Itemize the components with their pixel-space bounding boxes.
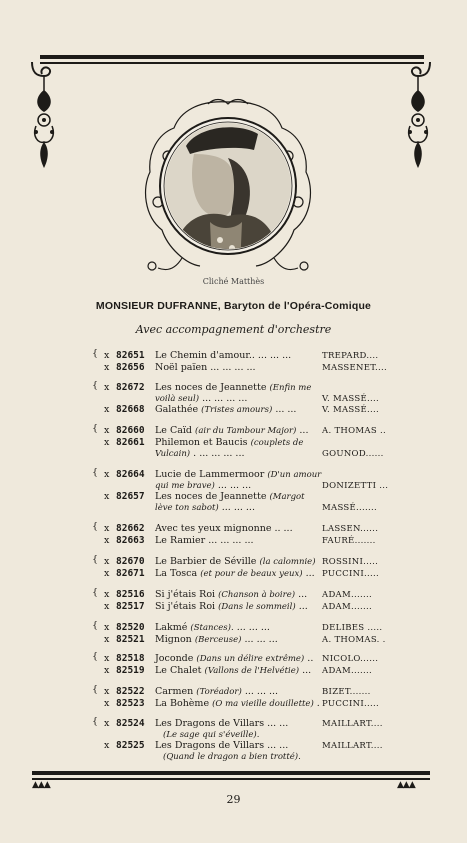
record-title-sub: (couplets de bbox=[250, 438, 304, 448]
record-mark: x bbox=[104, 698, 110, 709]
record-title-dots: ... bbox=[298, 589, 308, 600]
record-mark: x bbox=[104, 622, 110, 633]
record-title-sub: (Margot bbox=[269, 492, 305, 502]
record-title-main: Carmen bbox=[155, 686, 194, 697]
record-title-sub: (Enfin me bbox=[269, 383, 312, 393]
record-number: 82657 bbox=[116, 491, 145, 502]
record-composer: MAILLART.... bbox=[322, 719, 383, 729]
list-item bbox=[0, 653, 467, 665]
floral-pendant-right-icon bbox=[394, 62, 434, 172]
record-title-dots: . bbox=[316, 698, 320, 709]
top-rule-thin bbox=[40, 62, 424, 64]
record-mark: x bbox=[104, 665, 110, 676]
list-item bbox=[0, 751, 467, 763]
record-title bbox=[155, 698, 320, 710]
record-number: 82517 bbox=[116, 601, 145, 612]
record-composer: TREPARD.... bbox=[322, 351, 379, 361]
record-composer: A. THOMAS .. bbox=[322, 426, 386, 436]
record-title-sub: (et pour de beaux yeux) bbox=[200, 569, 303, 579]
record-number: 82524 bbox=[116, 718, 145, 729]
record-number: 82672 bbox=[116, 382, 145, 393]
record-title-sub: lève ton sabot) bbox=[155, 503, 219, 513]
list-item bbox=[0, 350, 467, 362]
record-title-main: Le Chalet bbox=[155, 665, 202, 676]
record-title-dots: ... ... ... ... bbox=[202, 393, 248, 404]
record-composer: NICOLO...... bbox=[322, 654, 379, 664]
record-title-dots: ... bbox=[299, 425, 309, 436]
list-item bbox=[0, 502, 467, 514]
record-composer: MAILLART.... bbox=[322, 741, 383, 751]
record-number: 82671 bbox=[116, 568, 145, 579]
record-mark: x bbox=[104, 362, 110, 373]
record-mark: x bbox=[104, 740, 110, 751]
list-item bbox=[0, 622, 467, 634]
list-item bbox=[0, 589, 467, 601]
record-composer: PUCCINI..... bbox=[322, 569, 380, 579]
record-title-main: Mignon bbox=[155, 634, 192, 645]
record-number: 82660 bbox=[116, 425, 145, 436]
record-number: 82522 bbox=[116, 686, 145, 697]
record-title bbox=[155, 404, 315, 416]
record-title bbox=[155, 665, 315, 677]
record-title-sub: voilà seul) bbox=[155, 394, 200, 404]
record-number: 82516 bbox=[116, 589, 145, 600]
record-title-dots: ... bbox=[305, 568, 315, 579]
record-title bbox=[155, 686, 315, 698]
record-number: 82651 bbox=[116, 350, 145, 361]
record-title bbox=[155, 589, 315, 601]
list-item bbox=[0, 425, 467, 437]
record-title-main: Si j'étais Roi bbox=[155, 589, 216, 600]
record-mark: x bbox=[104, 523, 110, 534]
brace-icon: { bbox=[92, 467, 99, 478]
list-item bbox=[0, 556, 467, 568]
record-title-sub: (D'un amour bbox=[267, 470, 322, 480]
record-number: 82525 bbox=[116, 740, 145, 751]
record-title-main: La Bohème bbox=[155, 698, 210, 709]
record-composer: BIZET....... bbox=[322, 687, 371, 697]
record-composer: LASSEN...... bbox=[322, 524, 379, 534]
record-title-main: La Tosca bbox=[155, 568, 198, 579]
record-title-sub: (Vallons de l'Helvétie) bbox=[204, 666, 300, 676]
brace-icon: { bbox=[92, 380, 99, 391]
list-item bbox=[0, 362, 467, 374]
record-title-dots: ... bbox=[298, 601, 308, 612]
record-title: Les Dragons de Villars ... ... bbox=[155, 718, 289, 729]
record-number: 82656 bbox=[116, 362, 145, 373]
record-mark: x bbox=[104, 535, 110, 546]
record-mark: x bbox=[104, 491, 110, 502]
record-title-dots: . ... ... ... ... bbox=[193, 448, 245, 459]
record-mark: x bbox=[104, 653, 110, 664]
triangle-ornament-left-icon: ▲▲▲ bbox=[32, 780, 50, 790]
record-title-main: Si j'étais Roi bbox=[155, 601, 216, 612]
record-mark: x bbox=[104, 634, 110, 645]
record-number: 82521 bbox=[116, 634, 145, 645]
list-item bbox=[0, 448, 467, 460]
record-composer: ADAM....... bbox=[322, 590, 373, 600]
list-item bbox=[0, 568, 467, 580]
record-title-dots: .. bbox=[307, 653, 314, 664]
record-title bbox=[155, 634, 315, 646]
record-title-dots: ... ... ... bbox=[244, 634, 278, 645]
page-subheading: Avec accompagnement d'orchestre bbox=[135, 323, 332, 336]
record-number: 82668 bbox=[116, 404, 145, 415]
record-title-sub: (Tristes amours) bbox=[201, 405, 273, 415]
page-number: 29 bbox=[226, 793, 241, 806]
record-mark: x bbox=[104, 556, 110, 567]
record-mark: x bbox=[104, 350, 110, 361]
record-title-main: Le Caïd bbox=[155, 425, 193, 436]
record-title-sub: (Le sage qui s'éveille). bbox=[163, 730, 260, 740]
record-number: 82523 bbox=[116, 698, 145, 709]
record-composer: GOUNOD...... bbox=[322, 449, 384, 459]
record-composer: MASSÉ....... bbox=[322, 503, 378, 513]
floral-pendant-left-icon bbox=[28, 62, 68, 172]
record-mark: x bbox=[104, 425, 110, 436]
brace-icon: { bbox=[92, 620, 99, 631]
record-title bbox=[155, 601, 315, 613]
record-title-main: Galathée bbox=[155, 404, 199, 415]
record-title-dots: ... ... bbox=[275, 404, 297, 415]
record-title-sub: (Dans le sommeil) bbox=[218, 602, 296, 612]
record-title-dots: ... ... ... bbox=[217, 480, 252, 491]
record-mark: x bbox=[104, 404, 110, 415]
record-mark: x bbox=[104, 382, 110, 393]
record-title bbox=[155, 448, 315, 460]
record-mark: x bbox=[104, 437, 110, 448]
triangle-ornament-right-icon: ▲▲▲ bbox=[397, 780, 415, 790]
record-title-sub: qui me brave) bbox=[155, 481, 215, 491]
record-title: Noël païen ... ... ... ... bbox=[155, 362, 256, 373]
record-title-sub: (air du Tambour Major) bbox=[195, 426, 297, 436]
singer-portrait bbox=[128, 98, 328, 278]
record-composer: DONIZETTI ... bbox=[322, 481, 389, 491]
list-item bbox=[0, 665, 467, 677]
brace-icon: { bbox=[92, 423, 99, 434]
record-title-main: Lucie de Lammermoor bbox=[155, 469, 265, 480]
record-title-dots: ... ... ... bbox=[221, 502, 255, 513]
list-item bbox=[0, 404, 467, 416]
record-mark: x bbox=[104, 601, 110, 612]
record-composer: V. MASSÉ.... bbox=[322, 394, 380, 404]
record-composer: V. MASSÉ.... bbox=[322, 405, 380, 415]
record-title bbox=[155, 425, 315, 437]
record-title bbox=[155, 502, 315, 514]
bottom-rule-thin bbox=[32, 778, 430, 780]
record-number: 82661 bbox=[116, 437, 145, 448]
record-composer: FAURÉ....... bbox=[322, 536, 376, 546]
record-title: Les Dragons de Villars ... ... bbox=[155, 740, 289, 751]
record-composer: DELIBES ..... bbox=[322, 623, 383, 633]
photo-credit: Cliché Matthès bbox=[202, 277, 265, 286]
record-number: 82519 bbox=[116, 665, 145, 676]
record-title-dots: ... ... ... bbox=[236, 622, 270, 633]
record-composer: ADAM....... bbox=[322, 602, 373, 612]
record-composer: ROSSINI..... bbox=[322, 557, 379, 567]
record-mark: x bbox=[104, 469, 110, 480]
record-mark: x bbox=[104, 686, 110, 697]
brace-icon: { bbox=[92, 651, 99, 662]
record-number: 82670 bbox=[116, 556, 145, 567]
page-heading: MONSIEUR DUFRANNE, Baryton de l'Opéra-Comique bbox=[95, 300, 372, 312]
record-composer: MASSENET.... bbox=[322, 363, 388, 373]
record-title: Le Ramier ... ... ... ... bbox=[155, 535, 254, 546]
record-composer: PUCCINI..... bbox=[322, 699, 380, 709]
record-title-sub: (Quand le dragon a bien trotté). bbox=[163, 752, 301, 762]
record-composer: A. THOMAS. . bbox=[322, 635, 386, 645]
record-mark: x bbox=[104, 568, 110, 579]
record-title-sub: (Chanson à boire) bbox=[218, 590, 296, 600]
record-title bbox=[155, 568, 315, 580]
brace-icon: { bbox=[92, 716, 99, 727]
record-title-sub: (O ma vieille douillette) bbox=[212, 699, 314, 709]
record-title-sub: (la calomnie) bbox=[259, 557, 316, 567]
record-title bbox=[155, 556, 315, 568]
list-item bbox=[0, 535, 467, 547]
record-number: 82663 bbox=[116, 535, 145, 546]
record-number: 82664 bbox=[116, 469, 145, 480]
brace-icon: { bbox=[92, 521, 99, 532]
record-title-sub: (Stances). bbox=[190, 623, 234, 633]
record-title-main: Les noces de Jeannette bbox=[155, 382, 267, 393]
record-number: 82662 bbox=[116, 523, 145, 534]
record-title-sub: Vulcain) bbox=[155, 449, 191, 459]
record-title-main: Le Barbier de Séville bbox=[155, 556, 257, 567]
record-title bbox=[155, 622, 315, 634]
brace-icon: { bbox=[92, 587, 99, 598]
record-title: Le Chemin d'amour.. ... ... ... bbox=[155, 350, 292, 361]
record-title-sub: (Berceuse) bbox=[194, 635, 242, 645]
record-title: Avec tes yeux mignonne .. ... bbox=[155, 523, 293, 534]
record-composer: ADAM....... bbox=[322, 666, 373, 676]
record-title-main: Lakmé bbox=[155, 622, 188, 633]
record-title-main: Philemon et Baucis bbox=[155, 437, 248, 448]
record-title-dots: ... ... ... bbox=[244, 686, 279, 697]
brace-icon: { bbox=[92, 348, 99, 359]
brace-icon: { bbox=[92, 554, 99, 565]
record-title-dots: ... bbox=[302, 665, 312, 676]
list-item bbox=[0, 523, 467, 535]
record-number: 82518 bbox=[116, 653, 145, 664]
record-title bbox=[155, 653, 315, 665]
list-item bbox=[0, 686, 467, 698]
record-mark: x bbox=[104, 718, 110, 729]
record-title-main: Joconde bbox=[155, 653, 194, 664]
record-title-sub: (Dans un délire extrême) bbox=[196, 654, 305, 664]
bottom-rule bbox=[32, 771, 430, 775]
record-title-sub: (Toréador) bbox=[196, 687, 242, 697]
list-item bbox=[0, 698, 467, 710]
list-item bbox=[0, 634, 467, 646]
top-rule bbox=[40, 55, 424, 59]
record-title-main: Les noces de Jeannette bbox=[155, 491, 267, 502]
list-item bbox=[0, 601, 467, 613]
brace-icon: { bbox=[92, 684, 99, 695]
record-mark: x bbox=[104, 589, 110, 600]
record-number: 82520 bbox=[116, 622, 145, 633]
